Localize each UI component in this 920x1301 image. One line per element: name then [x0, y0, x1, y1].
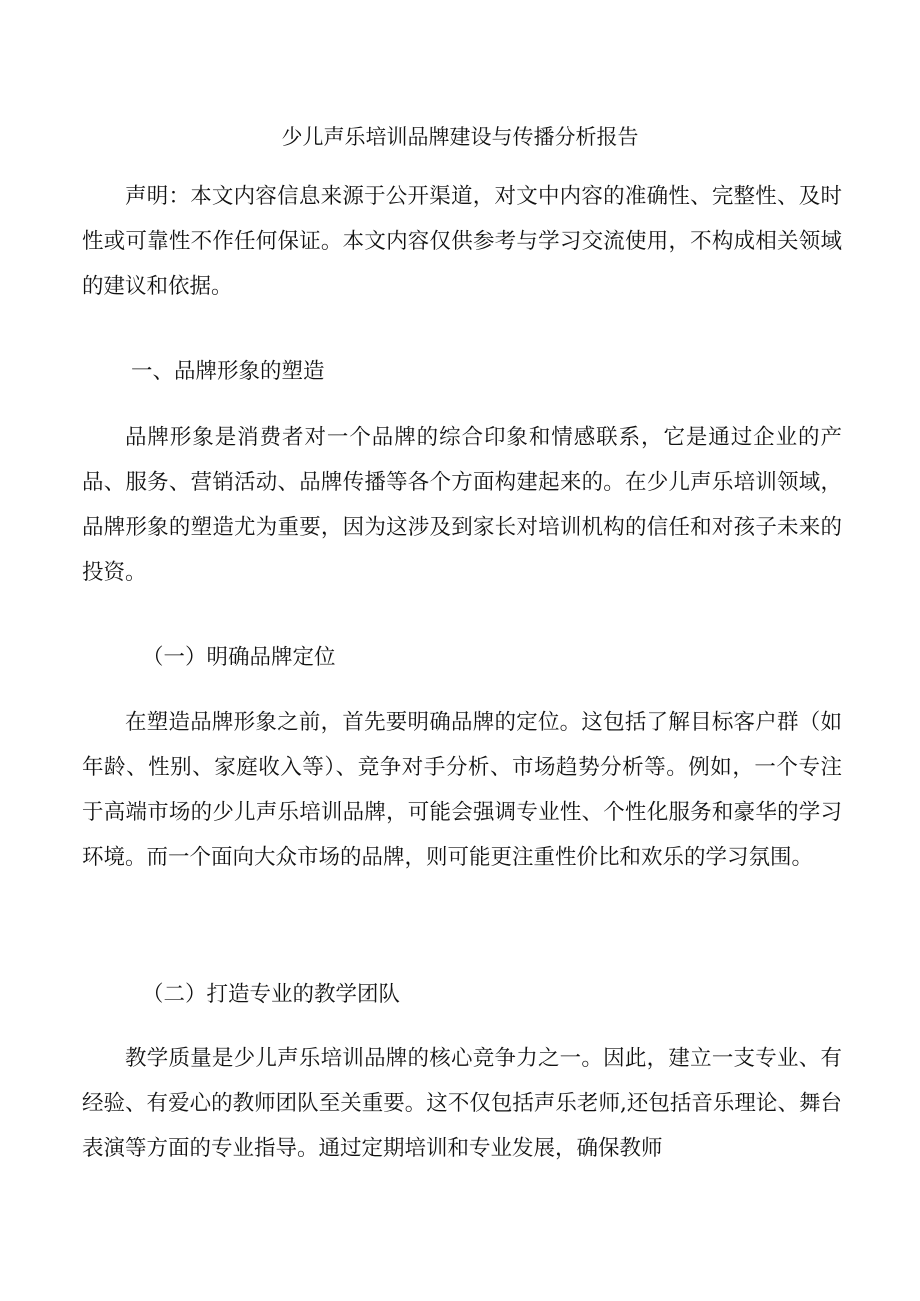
document-title: 少儿声乐培训品牌建设与传播分析报告	[281, 125, 639, 149]
teaching-team-paragraph: 教学质量是少儿声乐培训品牌的核心竞争力之一。因此，建立一支专业、有经验、有爱心的教师团队至关重要。这不仅包括声乐老师,还包括音乐理论、舞台表演等方面的专业指导。通过定期培训和专业发展，确保教师	[82, 1046, 842, 1161]
positioning-paragraph: 在塑造品牌形象之前，首先要明确品牌的定位。这包括了解目标客户群（如年龄、性别、家庭收入等）、竞争对手分析、市场趋势分析等。例如，一个专注于高端市场的少儿声乐培训品牌，可能会强调专业性、个性化服务和豪华的学习环境。而一个面向大众市场的品牌，则可能更注重性价比和欢乐的学习氛围。	[82, 710, 842, 870]
section-heading-brand-image: 一、品牌形象的塑造	[131, 359, 325, 384]
disclaimer-paragraph: 声明：本文内容信息来源于公开渠道，对文中内容的准确性、完整性、及时性或可靠性不作任何保证。本文内容仅供参考与学习交流使用，不构成相关领域的建议和依据。	[82, 184, 842, 299]
section-intro-paragraph: 品牌形象是消费者对一个品牌的综合印象和情感联系，它是通过企业的产品、服务、营销活动、品牌传播等各个方面构建起来的。在少儿声乐培训领域，品牌形象的塑造尤为重要，因为这涉及到家长对培训机构的信任和对孩子未来的投资。	[82, 425, 842, 585]
subsection-heading-teaching-team: （二）打造专业的教学团队	[142, 982, 401, 1007]
subsection-heading-positioning: （一）明确品牌定位	[142, 645, 336, 670]
